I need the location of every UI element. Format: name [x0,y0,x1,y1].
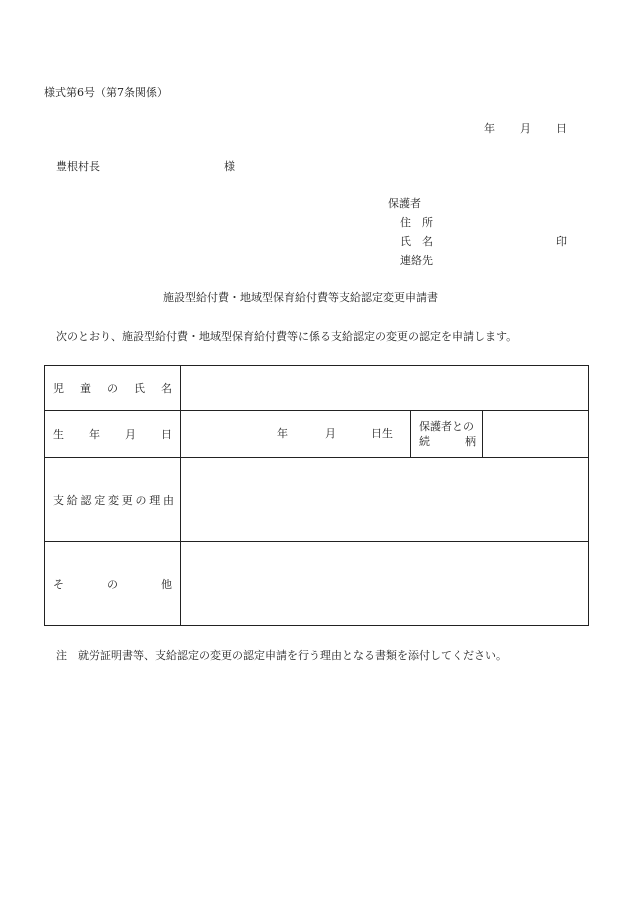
child-name-label-char: 児 [53,382,64,395]
date-year-label: 年 [484,122,495,135]
other-label-cell [45,542,181,626]
reason-label-cell [45,458,181,542]
reason-label-char: 認 [80,493,92,507]
birth-day-label: 日生 [371,427,393,440]
reason-row [45,458,589,542]
birthdate-label-char: 生 [53,428,64,441]
other-label-char: そ [53,577,64,591]
footnote: 注 就労証明書等、支給認定の変更の認定申請を行う理由となる書類を添付してください。 [56,649,507,662]
birthdate-row [45,411,589,458]
relation-label-char: 柄 [465,435,476,448]
reason-label-char: 変 [108,493,119,507]
intro-text: 次のとおり、施設型給付費・地域型保育給付費等に係る支給認定の変更の認定を申請します。 [56,330,518,343]
relation-field[interactable] [483,411,589,458]
reason-label-char: の [135,493,147,507]
contact-label: 連絡先 [400,254,433,267]
reason-label-char: 給 [66,493,78,507]
child-name-label-char: 名 [161,382,172,395]
birthdate-label-char: 月 [125,428,136,441]
addressee-honorific: 様 [224,160,235,173]
relation-label-line1: 保護者との [419,420,474,433]
reason-field[interactable] [181,458,589,542]
application-table [44,365,589,626]
child-name-label-char: 氏 [134,382,145,395]
child-name-field[interactable] [181,366,589,411]
address-label: 住 所 [400,216,433,229]
other-row [45,542,589,626]
birthdate-label-cell [45,411,181,458]
seal-mark: 印 [556,235,567,248]
child-name-label-char: 童 [80,382,91,395]
reason-label-char: 理 [149,493,161,507]
applicant-title: 保護者 [388,197,421,210]
date-day-label: 日 [556,122,567,135]
reason-label-char: 由 [163,493,174,507]
other-field[interactable] [181,542,589,626]
other-label-char: の [107,577,118,591]
form-number: 様式第6号（第7条関係） [44,86,168,99]
reason-label-char: 定 [94,493,106,507]
birth-year-label: 年 [277,427,288,440]
relation-label-char: 続 [419,435,430,448]
addressee-name: 豊根村長 [56,160,100,173]
child-name-label-cell [45,366,181,411]
document-title: 施設型給付費・地域型保育給付費等支給認定変更申請書 [163,291,438,304]
birth-month-label: 月 [325,427,336,440]
reason-label-char: 支 [53,493,64,507]
child-name-row [45,366,589,411]
child-name-label-char: の [107,382,118,395]
relation-label-cell [411,411,483,458]
birthdate-label-char: 日 [161,428,172,441]
other-label-char: 他 [161,577,172,591]
birthdate-field[interactable] [181,411,411,458]
name-label: 氏 名 [400,235,433,248]
date-month-label: 月 [520,122,531,135]
reason-label-char: 更 [121,493,133,507]
birthdate-label-char: 年 [89,428,100,441]
